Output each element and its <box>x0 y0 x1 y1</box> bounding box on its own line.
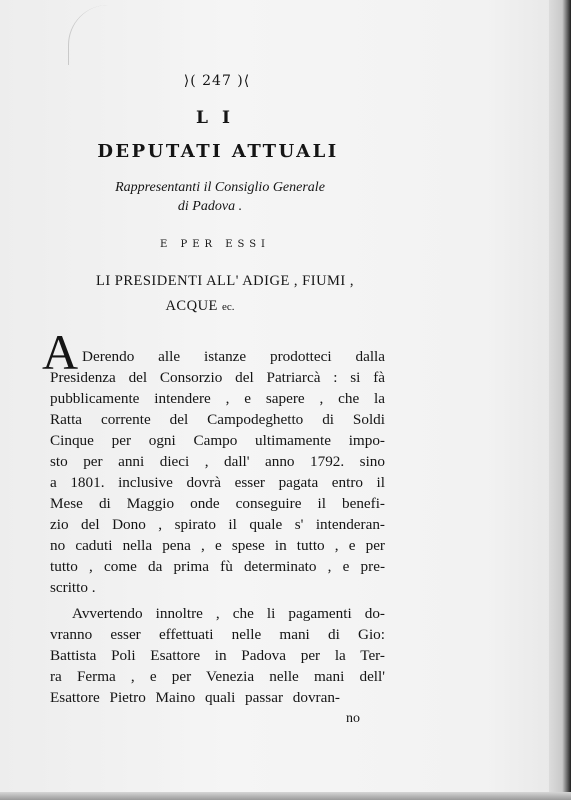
page-edge-shadow <box>549 0 571 800</box>
body-line: vranno esser effettuati nelle mani di Gio: <box>50 626 385 643</box>
presidenti-line <box>100 298 300 315</box>
page-number: ⟩( 247 )⟨ <box>183 73 251 89</box>
body-line: a 1801. inclusive dovrà esser pagata entro il <box>50 474 385 491</box>
body-line: no caduti nella pena , e spese in tutto , e per <box>50 537 385 554</box>
body-line: sto per anni dieci , dall' anno 1792. sino <box>50 453 385 470</box>
body-line: Cinque per ogni Campo ultimamente impo- <box>50 432 385 449</box>
e-per-essi: E PER ESSI <box>160 239 270 250</box>
body-line: Avvertendo innoltre , che li pagamenti do- <box>72 605 385 622</box>
body-line: pubblicamente intendere , e sapere , che la <box>50 390 385 407</box>
presidenti-acque: ACQUE <box>165 298 218 314</box>
presidenti-etc: ec. <box>222 301 235 313</box>
drop-cap: A <box>42 324 79 380</box>
body-line: zio del Dono , spirato il quale s' intenderan- <box>50 516 385 533</box>
body-line: Ratta corrente del Campodeghetto di Soldi <box>50 411 385 428</box>
body-line: ra Ferma , e per Venezia nelle mani dell' <box>50 668 385 685</box>
heading-deputati: DEPUTATI ATTUALI <box>97 141 339 162</box>
body-line: tutto , come da prima fù determinato , e pre- <box>50 558 385 575</box>
body-line: Battista Poli Esattore in Padova per la Ter- <box>50 647 385 664</box>
subtitle-line: Rappresentanti il Consiglio Generale <box>115 180 325 195</box>
page-bottom-edge <box>0 792 571 800</box>
body-line: Esattore Pietro Maino quali passar dovran- <box>50 689 340 706</box>
body-line: Derendo alle istanze prodotteci dalla <box>82 348 385 365</box>
body-line: scritto . <box>50 579 96 596</box>
paper-crease <box>68 5 129 65</box>
body-line: Mese di Maggio onde conseguire il benefi- <box>50 495 385 512</box>
presidenti-line: LI PRESIDENTI ALL' ADIGE , FIUMI , <box>95 273 355 289</box>
heading-li: LI <box>196 108 244 128</box>
subtitle-line: di Padova . <box>177 199 243 214</box>
catchword: no <box>346 711 360 726</box>
body-line: Presidenza del Consorzio del Patriarcà : si fà <box>50 369 385 386</box>
